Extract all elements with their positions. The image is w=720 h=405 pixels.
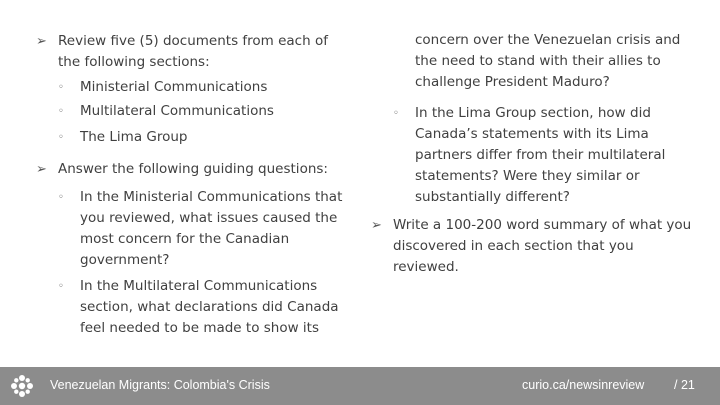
section-item: [58, 127, 340, 148]
question-continued: [415, 30, 685, 93]
section-item: [58, 101, 340, 122]
question-text: In the Lima Group section, how did Canada’s statements with its Lima partners differ from their multilateral statements? Were they similar or substantially different?: [415, 105, 666, 205]
section-label: Ministerial Communications: [80, 79, 268, 95]
review-instruction: [36, 31, 348, 73]
summary-instruction-text: Write a 100-200 word summary of what you discovered in each section that you reviewed.: [393, 217, 692, 275]
section-label: The Lima Group: [80, 129, 188, 145]
question-continued-text: concern over the Venezuelan crisis and the need to stand with their allies to challenge President Maduro?: [415, 32, 681, 90]
summary-instruction: [371, 215, 693, 278]
questions-instruction-text: Answer the following guiding questions:: [58, 161, 328, 177]
question-text: In the Ministerial Communications that you reviewed, what issues caused the most concern for the Canadian government?: [80, 189, 343, 268]
section-label: Multilateral Communications: [80, 103, 274, 119]
circle-bullet-icon: ◦: [58, 192, 64, 203]
question-item: [58, 187, 355, 271]
review-instruction-text: Review five (5) documents from each of the following sections:: [58, 33, 328, 70]
footer-title: Venezuelan Migrants: Colombia's Crisis: [50, 378, 270, 392]
page-number: / 21: [674, 378, 695, 392]
circle-bullet-icon: ◦: [393, 108, 399, 119]
circle-bullet-icon: ◦: [58, 132, 64, 143]
question-text: In the Multilateral Communications section, what declarations did Canada feel needed to be made to show its: [80, 278, 339, 336]
section-item: [58, 77, 340, 98]
arrow-bullet-icon: ➢: [36, 162, 47, 177]
cbc-gem-logo-icon: [10, 374, 34, 398]
circle-bullet-icon: ◦: [58, 106, 64, 117]
questions-instruction: [36, 159, 348, 180]
footer-site-link[interactable]: curio.ca/newsinreview: [522, 378, 645, 392]
question-item: [58, 276, 350, 339]
arrow-bullet-icon: ➢: [371, 218, 382, 233]
arrow-bullet-icon: ➢: [36, 34, 47, 49]
circle-bullet-icon: ◦: [58, 281, 64, 292]
slide-footer: [0, 367, 720, 405]
question-item: [393, 103, 670, 208]
circle-bullet-icon: ◦: [58, 82, 64, 93]
